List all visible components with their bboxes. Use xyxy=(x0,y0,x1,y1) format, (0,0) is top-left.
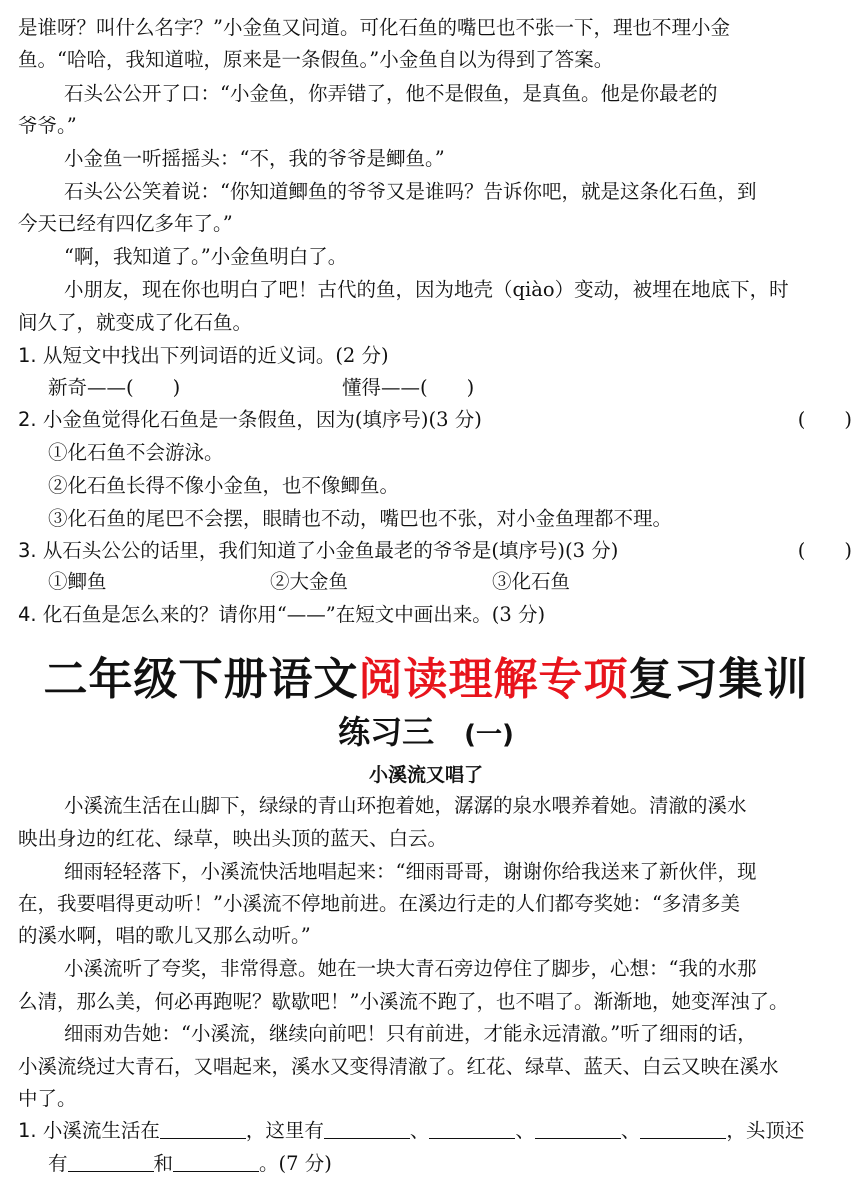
question-text: ，头顶还 xyxy=(726,1119,805,1142)
fill-blank[interactable] xyxy=(535,1118,621,1139)
passage-line: 映出身边的红花、绿草，映出头顶的蓝天、白云。 xyxy=(18,827,448,850)
passage-line: 今天已经有四亿多年了。” xyxy=(18,212,233,235)
separator: 、 xyxy=(620,1119,641,1142)
fill-blank[interactable] xyxy=(68,1151,154,1172)
question-number: 2. xyxy=(18,408,37,431)
passage-line: 鱼。“哈哈，我知道啦，原来是一条假鱼。”小金鱼自以为得到了答案。 xyxy=(18,48,614,71)
question-text: ，这里有 xyxy=(245,1119,324,1142)
title-part: 复习集训 xyxy=(628,654,809,705)
option-item: ③化石鱼 xyxy=(492,570,571,593)
option-item: ②化石鱼长得不像小金鱼，也不像鲫鱼。 xyxy=(48,474,400,497)
passage-line: 的溪水啊，唱的歌儿又那么动听。” xyxy=(18,924,311,947)
passage-line: 小溪流生活在山脚下，绿绿的青山环抱着她，潺潺的泉水喂养着她。清澈的溪水 xyxy=(64,794,747,817)
synonym-blank-b[interactable]: 懂得——( ) xyxy=(342,376,475,399)
exercise-number: 练习三 xyxy=(338,713,435,751)
story-title: 小溪流又唱了 xyxy=(368,764,483,786)
question-fill-in-continued xyxy=(48,1148,852,1180)
passage-line: 细雨劝告她：“小溪流，继续向前吧！只有前进，才能永远清澈。”听了细雨的话， xyxy=(64,1022,757,1045)
question-number: 1. xyxy=(18,1119,37,1142)
passage-line: 小溪流绕过大青石，又唱起来，溪水又变得清澈了。红花、绿草、蓝天、白云又映在溪水 xyxy=(18,1055,779,1078)
question-text: 从短文中找出下列词语的近义词。(2 分) xyxy=(42,344,389,367)
passage-line: 么清，那么美，何必再跑呢？歇歇吧！”小溪流不跑了，也不唱了。渐渐地，她变浑浊了。 xyxy=(18,990,789,1013)
separator: 、 xyxy=(515,1119,535,1142)
option-item: ②大金鱼 xyxy=(270,570,349,593)
fill-blank[interactable] xyxy=(640,1118,726,1139)
passage-line: 石头公公笑着说：“你知道鲫鱼的爷爷又是谁吗？告诉你吧，就是这条化石鱼，到 xyxy=(64,180,757,203)
passage-line: 小金鱼一听摇摇头：“不，我的爷爷是鲫鱼。” xyxy=(64,147,445,170)
question-text: 小金鱼觉得化石鱼是一条假鱼，因为(填序号)(3 分) xyxy=(42,408,482,431)
question-text: 有 xyxy=(48,1152,68,1175)
exercise-subtitle xyxy=(0,708,852,759)
question-text: 和 xyxy=(153,1152,174,1175)
question-4 xyxy=(18,599,852,631)
fill-blank[interactable] xyxy=(429,1118,515,1139)
answer-parenthesis[interactable]: ( ) xyxy=(797,408,852,431)
passage-line: 间久了，就变成了化石鱼。 xyxy=(18,311,253,334)
answer-parenthesis[interactable]: ( ) xyxy=(797,539,852,562)
question-3 xyxy=(18,535,852,567)
synonym-blank-a[interactable]: 新奇——( ) xyxy=(48,376,181,399)
question-number: 1. xyxy=(18,344,37,367)
question-number: 3. xyxy=(18,539,37,562)
question-text: 。(7 分) xyxy=(259,1152,332,1175)
question-1 xyxy=(18,340,852,372)
question-fill-in xyxy=(18,1115,852,1147)
passage-line: 小溪流听了夸奖，非常得意。她在一块大青石旁边停住了脚步，心想：“我的水那 xyxy=(64,957,757,980)
passage-line: 是谁呀？叫什么名字？”小金鱼又问道。可化石鱼的嘴巴也不张一下，理也不理小金 xyxy=(18,16,730,39)
option-item: ①化石鱼不会游泳。 xyxy=(48,441,224,464)
fill-blank[interactable] xyxy=(173,1151,259,1172)
passage-line: 在，我要唱得更动听！”小溪流不停地前进。在溪边行走的人们都夸奖她：“多清多美 xyxy=(18,892,740,915)
question-text: 化石鱼是怎么来的？请你用“——”在短文中画出来。(3 分) xyxy=(42,603,546,626)
title-highlight: 阅读理解专项 xyxy=(358,654,629,705)
fill-blank[interactable] xyxy=(324,1118,410,1139)
fill-blank[interactable] xyxy=(160,1118,246,1139)
question-2 xyxy=(18,404,852,436)
separator: 、 xyxy=(409,1119,430,1142)
option-item: ①鲫鱼 xyxy=(48,570,107,593)
page-title xyxy=(0,650,852,710)
passage-line: 石头公公开了口：“小金鱼，你弄错了，他不是假鱼，是真鱼。他是你最老的 xyxy=(64,82,718,105)
passage-line: 中了。 xyxy=(18,1087,77,1110)
passage-line: 爷爷。” xyxy=(18,114,77,137)
question-text: 从石头公公的话里，我们知道了小金鱼最老的爷爷是(填序号)(3 分) xyxy=(42,539,619,562)
passage-line: “啊，我知道了。”小金鱼明白了。 xyxy=(64,245,348,268)
passage-line: 小朋友，现在你也明白了吧！古代的鱼，因为地壳（qiào）变动，被埋在地底下，时 xyxy=(64,278,789,301)
question-number: 4. xyxy=(18,603,37,626)
option-item: ③化石鱼的尾巴不会摆，眼睛也不动，嘴巴也不张，对小金鱼理都不理。 xyxy=(48,507,673,530)
passage-line: 细雨轻轻落下，小溪流快活地唱起来：“细雨哥哥，谢谢你给我送来了新伙伴，现 xyxy=(64,860,757,883)
question-text: 小溪流生活在 xyxy=(42,1119,160,1142)
title-part: 二年级下册语文 xyxy=(43,654,359,705)
exercise-part: (一) xyxy=(464,720,514,750)
